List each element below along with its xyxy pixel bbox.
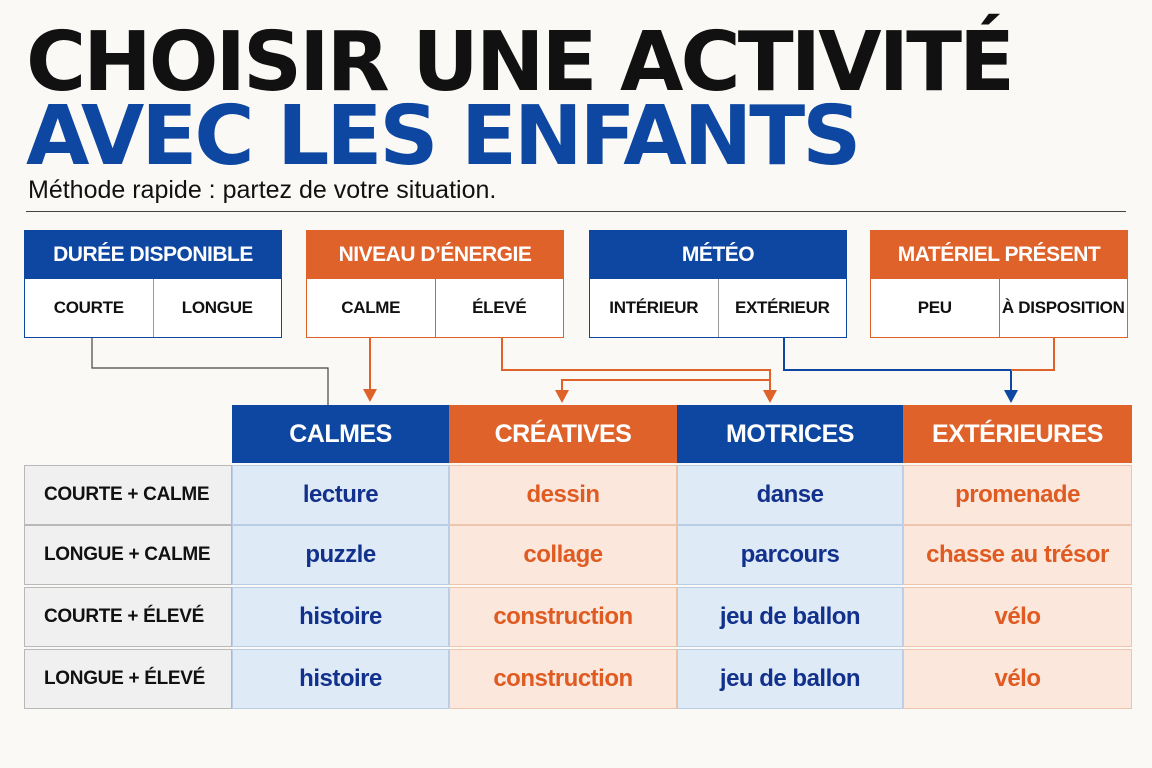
option-longue: LONGUE	[153, 279, 282, 337]
table-cell: dessin	[449, 465, 677, 525]
column-header-creatives: CRÉATIVES	[449, 405, 677, 463]
subtitle: Méthode rapide : partez de votre situation.	[28, 176, 497, 204]
row-label: LONGUE + CALME	[24, 525, 232, 585]
table-cell: lecture	[232, 465, 449, 525]
table-cell: chasse au trésor	[903, 525, 1132, 585]
connector-exterieur-arrowhead	[1004, 390, 1018, 403]
criterion-materiel	[870, 230, 1128, 338]
connector-eleve	[502, 338, 770, 398]
table-cell: jeu de ballon	[677, 649, 903, 709]
table-cell: histoire	[232, 649, 449, 709]
connector-creatives-arrowhead	[555, 390, 569, 403]
option-a-disposition: À DISPOSITION	[999, 279, 1128, 337]
connector-exterieur	[784, 338, 1011, 394]
column-header-calmes: CALMES	[232, 405, 449, 463]
activity-table	[24, 405, 1132, 710]
row-label: COURTE + ÉLEVÉ	[24, 587, 232, 647]
criterion-energie-header: NIVEAU D’ÉNERGIE	[307, 231, 563, 279]
criterion-duree	[24, 230, 282, 338]
connector-creatives	[562, 380, 770, 394]
table-cell: construction	[449, 587, 677, 647]
connector-eleve-arrowhead	[763, 390, 777, 403]
criterion-duree-header: DURÉE DISPONIBLE	[25, 231, 281, 279]
table-cell: jeu de ballon	[677, 587, 903, 647]
column-header-exterieures: EXTÉRIEURES	[903, 405, 1132, 463]
option-peu: PEU	[917, 298, 952, 317]
table-cell: puzzle	[232, 525, 449, 585]
option-interieur: INTÉRIEUR	[609, 298, 699, 317]
criterion-materiel-header: MATÉRIEL PRÉSENT	[871, 231, 1127, 279]
criterion-energie	[306, 230, 564, 338]
column-header-motrices: MOTRICES	[677, 405, 903, 463]
table-cell: vélo	[903, 649, 1132, 709]
row-label: COURTE + CALME	[24, 465, 232, 525]
table-cell: collage	[449, 525, 677, 585]
connector-duree	[92, 338, 328, 405]
table-cell: histoire	[232, 587, 449, 647]
title-line-1: CHOISIR UNE ACTIVITÉ	[26, 15, 1013, 110]
table-cell: parcours	[677, 525, 903, 585]
connector-calme-arrowhead	[363, 389, 377, 402]
criterion-meteo-header: MÉTÉO	[590, 231, 846, 279]
connector-materiel	[1011, 338, 1054, 370]
option-eleve: ÉLEVÉ	[435, 279, 564, 337]
title-line-2: AVEC LES ENFANTS	[26, 89, 859, 184]
option-calme: CALME	[341, 298, 401, 317]
option-courte: COURTE	[53, 298, 124, 317]
table-cell: promenade	[903, 465, 1132, 525]
divider	[26, 211, 1126, 212]
row-label: LONGUE + ÉLEVÉ	[24, 649, 232, 709]
table-cell: danse	[677, 465, 903, 525]
table-cell: construction	[449, 649, 677, 709]
option-exterieur: EXTÉRIEUR	[718, 279, 847, 337]
table-cell: vélo	[903, 587, 1132, 647]
criterion-meteo	[589, 230, 847, 338]
